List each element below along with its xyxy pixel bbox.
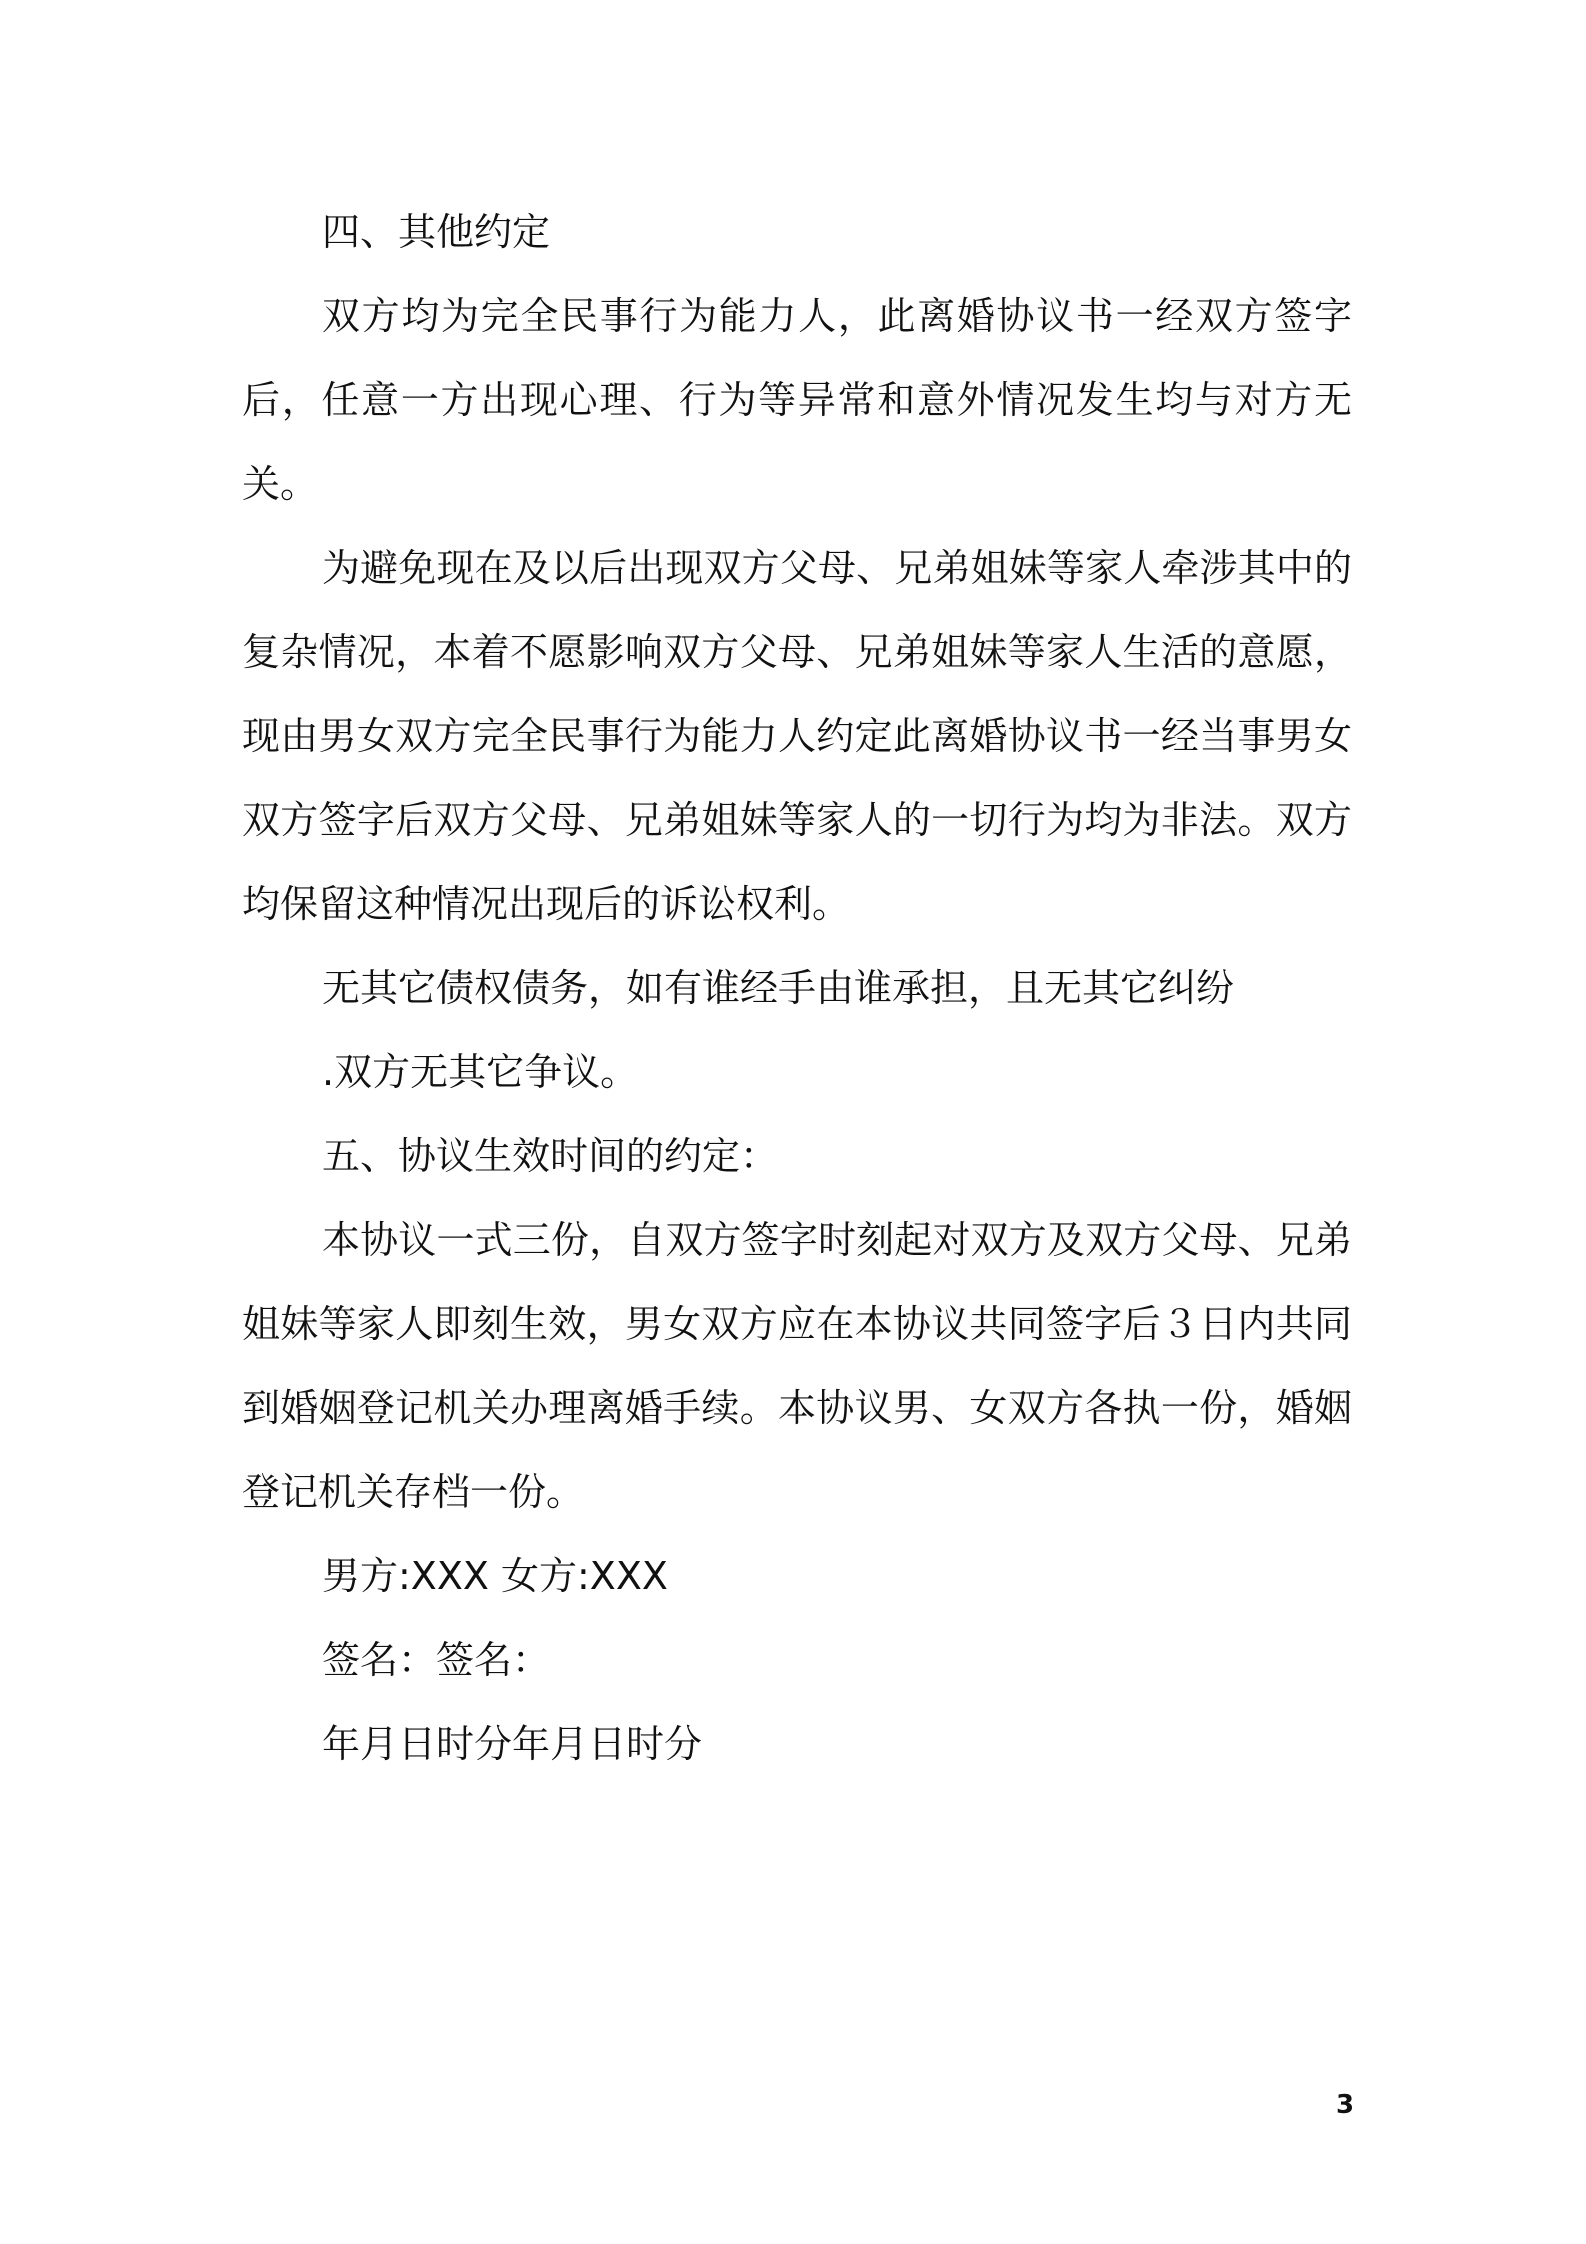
section-five-heading: 五、协议生效时间的约定： (322, 1134, 779, 1178)
section-four-paragraph-4: .双方无其它争议。 (322, 1050, 639, 1094)
signature-line: 签名：签名： (322, 1638, 551, 1682)
signature-parties: 男方:XXX 女方:XXX (322, 1554, 668, 1598)
section-five-paragraph: 本协议一式三份，自双方签字时刻起对双方及双方父母、兄弟姐妹等家人即刻生效，男女双方应在本协议共同签字后３日内共同到婚姻登记机关办理离婚手续。本协议男、女双方各执一份，婚姻登记机关存档一份。 (242, 1218, 1352, 1514)
section-four-paragraph-1: 双方均为完全民事行为能力人，此离婚协议书一经双方签字后，任意一方出现心理、行为等异常和意外情况发生均与对方无关。 (242, 294, 1352, 506)
document-body (242, 190, 1352, 1786)
page-number: 3 (1336, 2090, 1355, 2120)
section-four-paragraph-2: 为避免现在及以后出现双方父母、兄弟姐妹等家人牵涉其中的复杂情况，本着不愿影响双方父母、兄弟姐妹等家人生活的意愿，现由男女双方完全民事行为能力人约定此离婚协议书一经当事男女双方签字后双方父母、兄弟姐妹等家人的一切行为均为非法。双方均保留这种情况出现后的诉讼权利。 (242, 546, 1352, 926)
section-four-heading: 四、其他约定 (322, 210, 551, 254)
signature-date-line: 年月日时分年月日时分 (322, 1722, 703, 1766)
section-four-paragraph-3: 无其它债权债务，如有谁经手由谁承担，且无其它纠纷 (322, 966, 1235, 1010)
